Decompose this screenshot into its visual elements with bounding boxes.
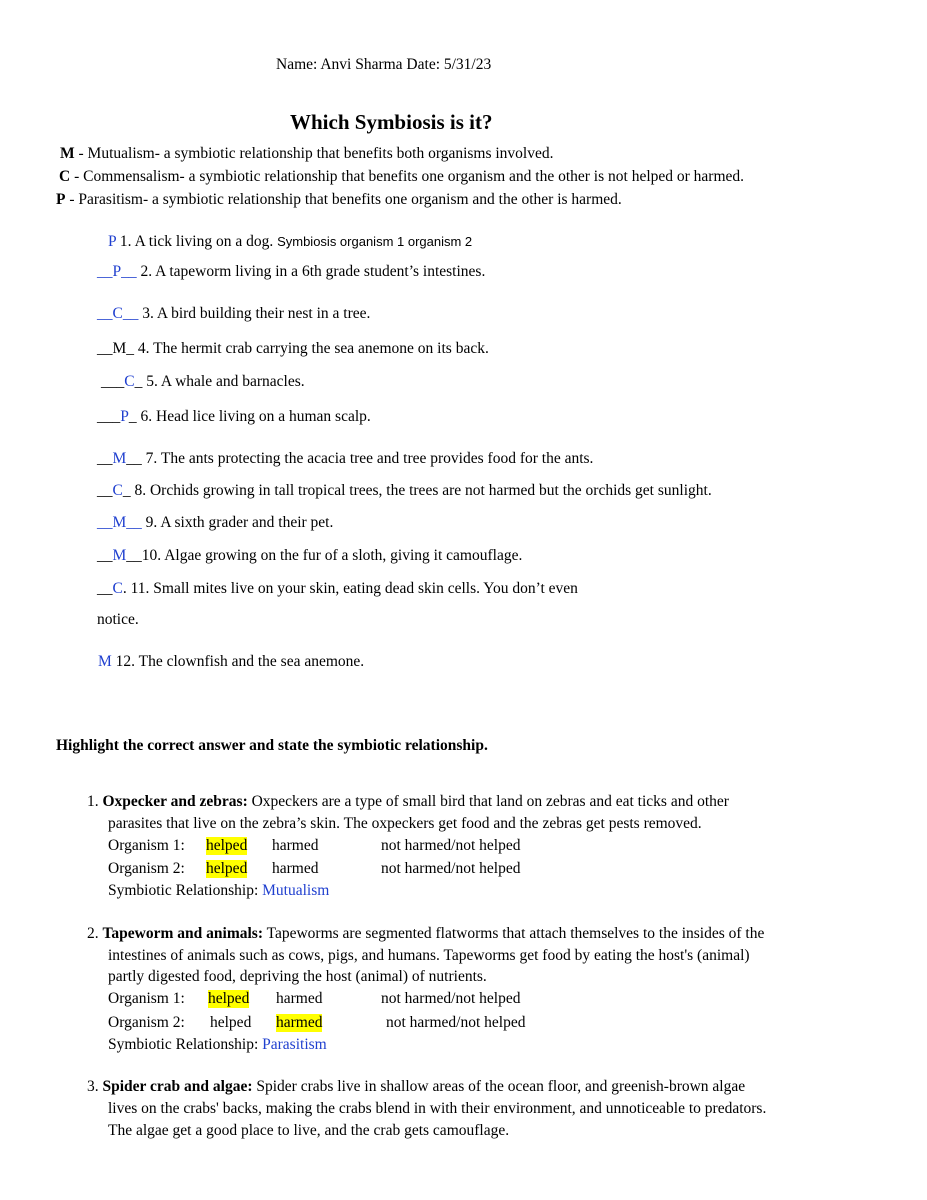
passage-2-line-3: partly digested food, depriving the host (animal) of nutrients.	[108, 968, 487, 985]
item2-org2-neither: not harmed/not helped	[386, 1014, 526, 1031]
question-text: 6. Head lice living on a human scalp.	[136, 408, 371, 425]
item2-org2-harmed: harmed	[276, 1014, 323, 1031]
question-text: 11. Small mites live on your skin, eating dead skin cells. You don’t even	[126, 580, 578, 597]
item-number: 3.	[87, 1078, 99, 1095]
question-4	[97, 340, 489, 358]
question-text: 7. The ants protecting the acacia tree and tree provides food for the ants.	[141, 450, 594, 467]
question-12	[98, 653, 364, 671]
question-5	[101, 373, 305, 391]
answer-post: _	[128, 408, 137, 425]
answer-pre: __	[97, 580, 113, 597]
answer-pre: ___	[101, 373, 125, 390]
item1-org2-neither: not harmed/not helped	[381, 860, 521, 877]
definition-text: - Parasitism- a symbiotic relationship that benefits one organism and the other is harmed.	[65, 191, 622, 208]
question-11-continued: notice.	[97, 611, 139, 628]
item-title: Spider crab and algae:	[102, 1078, 253, 1095]
definition-mutualism	[60, 145, 554, 163]
question-text: 5. A whale and barnacles.	[142, 373, 305, 390]
item1-org1-harmed: harmed	[272, 837, 319, 854]
question-text: 8. Orchids growing in tall tropical trees, the trees are not harmed but the orchids get sunlight.	[130, 482, 712, 499]
item1-relationship	[108, 882, 329, 900]
item-number: 2.	[87, 925, 99, 942]
answer: P	[108, 233, 117, 250]
answer: M	[112, 547, 127, 564]
item2-org1-helped: helped	[208, 990, 250, 1007]
definition-text: - Mutualism- a symbiotic relationship that benefits both organisms involved.	[74, 145, 554, 162]
item1-org1-label: Organism 1:	[108, 837, 185, 854]
question-text: 10. Algae growing on the fur of a sloth, giving it camouflage.	[141, 547, 523, 564]
item1-org2-harmed: harmed	[272, 860, 319, 877]
item-title: Oxpecker and zebras:	[102, 793, 248, 810]
question-text: 3. A bird building their nest in a tree.	[138, 305, 371, 322]
definition-text: - Commensalism- a symbiotic relationship that benefits one organism and the other is not helped or harmed.	[70, 168, 745, 185]
page-title: Which Symbiosis is it?	[290, 110, 493, 134]
answer-post: _	[134, 373, 143, 390]
definition-commensalism	[59, 168, 744, 186]
relationship-value: Mutualism	[258, 882, 330, 899]
item2-org1-harmed: harmed	[276, 990, 323, 1007]
item1-org2-helped: helped	[206, 860, 248, 877]
passage-2-line-1	[87, 925, 764, 943]
question-text: 2. A tapeworm living in a 6th grade student’s intestines.	[136, 263, 486, 280]
question-8	[97, 482, 712, 500]
answer: C	[112, 482, 123, 499]
question-11	[97, 580, 578, 598]
answer: C	[112, 580, 123, 597]
passage-1-line-1	[87, 793, 729, 811]
answer-post: _	[122, 482, 131, 499]
item2-org2-label: Organism 2:	[108, 1014, 185, 1031]
item1-org1-helped: helped	[206, 837, 248, 854]
answer: __M__	[97, 514, 142, 531]
answer: M	[112, 450, 127, 467]
answer-pre: __	[97, 547, 113, 564]
item1-org1-neither: not harmed/not helped	[381, 837, 521, 854]
answer: __P__	[97, 263, 137, 280]
answer-pre: ___	[97, 408, 121, 425]
item-title: Tapeworm and animals:	[102, 925, 263, 942]
passage-text: Oxpeckers are a type of small bird that land on zebras and eat ticks and other	[247, 793, 729, 810]
item2-org1-neither: not harmed/not helped	[381, 990, 521, 1007]
answer: M	[98, 653, 112, 670]
question-6	[97, 408, 371, 426]
passage-3-line-2: lives on the crabs' backs, making the crabs blend in with their environment, and unnoticeable to predators.	[108, 1100, 767, 1117]
answer: __M_	[97, 340, 135, 357]
answer-post: __	[126, 547, 142, 564]
definition-code: P	[56, 191, 66, 208]
answer: C	[124, 373, 135, 390]
answer-post: .	[122, 580, 127, 597]
relationship-label: Symbiotic Relationship:	[108, 1036, 259, 1053]
question-10	[97, 547, 522, 565]
question-7	[97, 450, 593, 468]
answer: __C__	[97, 305, 139, 322]
name-date-line: Name: Anvi Sharma Date: 5/31/23	[276, 56, 492, 73]
item2-org2-helped: helped	[210, 1014, 252, 1031]
passage-2-line-2: intestines of animals such as cows, pigs, and humans. Tapeworms get food by eating the host's (animal)	[108, 947, 750, 964]
question-text: 4. The hermit crab carrying the sea anemone on its back.	[134, 340, 489, 357]
question-1	[108, 233, 472, 251]
passage-3-line-1	[87, 1078, 745, 1096]
passage-text: Tapeworms are segmented flatworms that attach themselves to the insides of the	[262, 925, 765, 942]
section-heading: Highlight the correct answer and state the symbiotic relationship.	[56, 737, 488, 754]
definition-code: M	[60, 145, 75, 162]
item2-org1-label: Organism 1:	[108, 990, 185, 1007]
passage-3-line-3: The algae get a good place to live, and the crab gets camouflage.	[108, 1122, 510, 1139]
question-text: 1. A tick living on a dog.	[116, 233, 278, 250]
relationship-value: Parasitism	[258, 1036, 327, 1053]
relationship-label: Symbiotic Relationship:	[108, 882, 259, 899]
answer-post: __	[126, 450, 142, 467]
answer-pre: __	[97, 482, 113, 499]
question-note: Symbiosis organism 1 organism 2	[277, 234, 473, 249]
answer-pre: __	[97, 450, 113, 467]
question-2	[97, 263, 485, 281]
item2-relationship	[108, 1036, 327, 1054]
definition-code: C	[59, 168, 71, 185]
question-text: 12. The clownfish and the sea anemone.	[111, 653, 365, 670]
passage-1-line-2: parasites that live on the zebra’s skin. The oxpeckers get food and the zebras get pests removed.	[108, 815, 702, 832]
question-3	[97, 305, 370, 323]
item1-org2-label: Organism 2:	[108, 860, 185, 877]
passage-text: Spider crabs live in shallow areas of the ocean floor, and greenish-brown algae	[252, 1078, 746, 1095]
question-text: 9. A sixth grader and their pet.	[141, 514, 334, 531]
question-9	[97, 514, 333, 532]
answer: P	[120, 408, 129, 425]
item-number: 1.	[87, 793, 99, 810]
definition-parasitism	[56, 191, 622, 209]
